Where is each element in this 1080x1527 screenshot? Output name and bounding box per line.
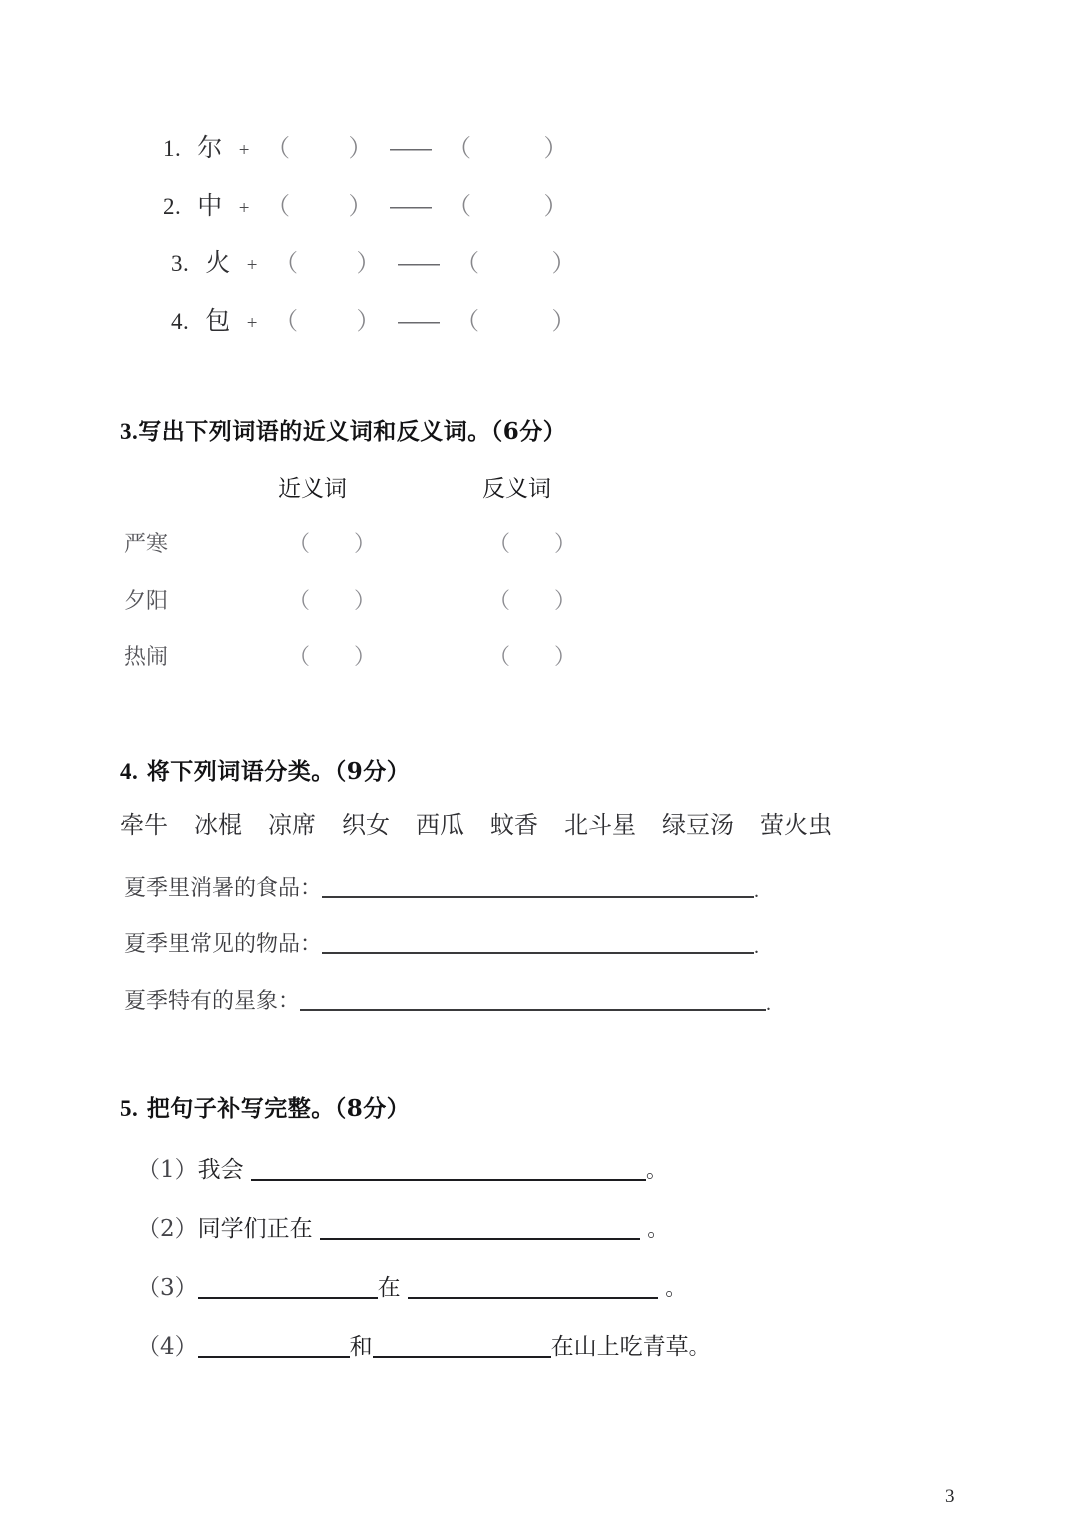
result-paren-open: （ — [446, 192, 472, 220]
combine-item — [171, 308, 576, 334]
synonym-answer-slot — [288, 534, 376, 556]
sentence-item — [137, 1157, 667, 1182]
paren-close: ） — [554, 589, 577, 614]
answer-paren-open: （ — [265, 192, 291, 220]
category-answer-blank[interactable] — [322, 876, 754, 898]
section3-index: 3. — [120, 419, 139, 444]
base-character: 中 — [197, 191, 223, 220]
answer-paren-open: （ — [273, 307, 299, 335]
result-paren-close: ） — [543, 134, 568, 162]
sentence-blank[interactable] — [198, 1275, 378, 1299]
paren-open: （ — [288, 645, 311, 670]
plus-sign: + — [246, 255, 258, 276]
result-paren-close: ） — [551, 307, 576, 335]
column-header-antonym: 反义词 — [482, 476, 551, 502]
sentence-middle-text: 和 — [349, 1334, 373, 1360]
answer-paren-close: ） — [356, 307, 381, 335]
paren-open: （ — [488, 645, 511, 670]
section4-title: 将下列词语分类。（9分） — [146, 758, 411, 785]
word-label: 夕阳 — [124, 589, 169, 614]
sentence-tail-text: 在山上吃青草 — [550, 1334, 689, 1360]
section4-index: 4. — [120, 759, 139, 784]
synonym-answer-slot — [288, 647, 376, 669]
answer-paren-close: ） — [348, 134, 373, 162]
result-paren-open: （ — [454, 307, 480, 335]
result-paren-open: （ — [454, 249, 480, 277]
plus-sign: + — [246, 313, 258, 334]
combine-item — [163, 135, 568, 161]
paren-open: （ — [288, 589, 311, 614]
sentence-blank[interactable] — [408, 1275, 658, 1299]
dash-separator: —— — [388, 194, 431, 220]
sentence-label: （1） — [137, 1157, 198, 1183]
period-mark: . — [766, 993, 772, 1015]
answer-paren-close: ） — [356, 249, 381, 277]
word-bank-item: 蚊香 — [490, 811, 538, 839]
section3-heading — [120, 420, 566, 443]
item-number: 1. — [163, 136, 182, 161]
sentence-blank[interactable] — [251, 1157, 646, 1181]
word-bank-item: 绿豆汤 — [662, 811, 734, 839]
page-number: 3 — [945, 1486, 955, 1507]
paren-close: ） — [554, 532, 577, 557]
section4-heading — [120, 760, 410, 783]
sentence-label: （3） — [137, 1275, 198, 1301]
sentence-label: （4） — [137, 1334, 198, 1360]
category-prompt: 夏季特有的星象： — [124, 989, 301, 1014]
sentence-middle-text: 在 — [377, 1275, 401, 1301]
combine-item — [171, 250, 576, 276]
sentence-blank[interactable] — [320, 1216, 640, 1240]
category-prompt: 夏季里消暑的食品： — [124, 876, 323, 901]
word-bank-item: 凉席 — [268, 811, 316, 839]
answer-paren-close: ） — [348, 192, 373, 220]
synonym-answer-slot — [288, 591, 376, 613]
sentence-item — [137, 1275, 686, 1300]
sentence-blank[interactable] — [198, 1334, 350, 1358]
paren-close: ） — [354, 532, 377, 557]
sentence-lead-text: 我会 — [197, 1157, 244, 1183]
plus-sign: + — [238, 198, 250, 219]
full-stop-mark: 。 — [688, 1335, 710, 1359]
paren-close: ） — [354, 589, 377, 614]
full-stop-mark: 。 — [665, 1276, 687, 1300]
word-bank-item: 萤火虫 — [760, 811, 832, 839]
paren-open: （ — [288, 532, 311, 557]
full-stop-mark: 。 — [647, 1217, 669, 1241]
result-paren-open: （ — [446, 134, 472, 162]
combine-item — [163, 193, 568, 219]
item-number: 3. — [171, 251, 190, 276]
word-bank-item: 牵牛 — [120, 811, 168, 839]
paren-close: ） — [354, 645, 377, 670]
section5-title: 把句子补写完整。（8分） — [146, 1095, 411, 1122]
sentence-blank[interactable] — [373, 1334, 551, 1358]
section3-title: 写出下列词语的近义词和反义词。（6分） — [138, 418, 567, 445]
word-bank-item: 冰棍 — [194, 811, 242, 839]
column-header-synonym: 近义词 — [278, 476, 347, 502]
category-row — [124, 989, 771, 1014]
category-answer-blank[interactable] — [300, 989, 766, 1011]
paren-open: （ — [488, 589, 511, 614]
section5-index: 5. — [120, 1096, 139, 1121]
paren-open: （ — [488, 532, 511, 557]
result-paren-close: ） — [551, 249, 576, 277]
base-character: 尔 — [197, 133, 223, 162]
category-row — [124, 876, 759, 901]
base-character: 火 — [205, 248, 231, 277]
word-bank-item: 织女 — [342, 811, 390, 839]
word-label: 严寒 — [124, 532, 169, 557]
base-character: 包 — [205, 306, 231, 335]
item-number: 4. — [171, 309, 190, 334]
section5-heading — [120, 1097, 410, 1120]
dash-separator: —— — [396, 309, 439, 335]
antonym-answer-slot — [488, 591, 576, 613]
antonym-answer-slot — [488, 647, 576, 669]
answer-paren-open: （ — [265, 134, 291, 162]
dash-separator: —— — [396, 251, 439, 277]
sentence-item — [137, 1216, 668, 1241]
word-bank — [120, 813, 832, 837]
full-stop-mark: 。 — [645, 1158, 667, 1182]
period-mark: . — [754, 880, 760, 902]
word-label: 热闹 — [124, 645, 169, 670]
dash-separator: —— — [388, 136, 431, 162]
sentence-label: （2） — [137, 1216, 198, 1242]
category-row — [124, 932, 759, 957]
answer-paren-open: （ — [273, 249, 299, 277]
word-bank-item: 北斗星 — [564, 811, 636, 839]
result-paren-close: ） — [543, 192, 568, 220]
sentence-item — [137, 1334, 710, 1359]
item-number: 2. — [163, 194, 182, 219]
paren-close: ） — [554, 645, 577, 670]
category-answer-blank[interactable] — [322, 932, 754, 954]
category-prompt: 夏季里常见的物品： — [124, 932, 323, 957]
sentence-lead-text: 同学们正在 — [197, 1216, 313, 1242]
plus-sign: + — [238, 140, 250, 161]
antonym-answer-slot — [488, 534, 576, 556]
period-mark: . — [754, 936, 760, 958]
word-bank-item: 西瓜 — [416, 811, 464, 839]
